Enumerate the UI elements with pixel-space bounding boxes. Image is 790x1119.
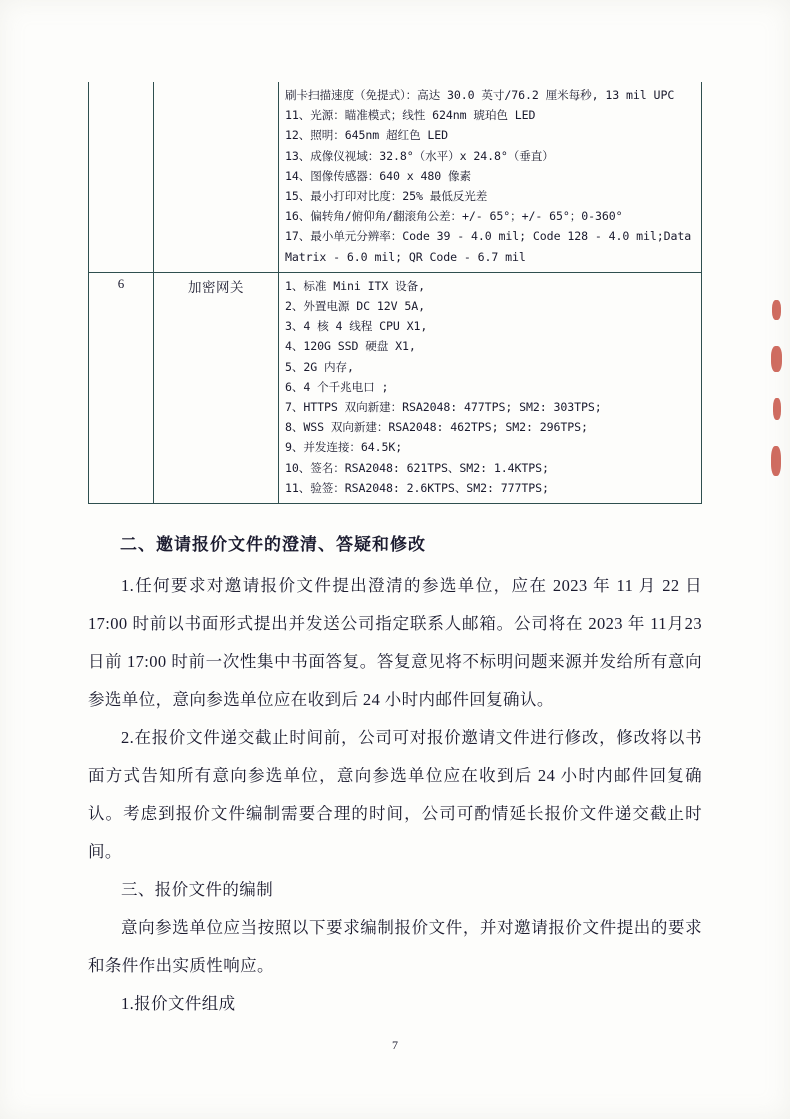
table-row <box>89 82 702 272</box>
table-cell-no: 6 <box>89 272 154 503</box>
spec-line: 11、验签：RSA2048: 2.6KTPS、SM2: 777TPS; <box>285 480 549 495</box>
section-two-paragraph-2: 2.在报价文件递交截止时间前，公司可对报价邀请文件进行修改，修改将以书面方式告知所有意向参选单位，意向参选单位应在收到后 24 小时内邮件回复确认。考虑到报价文件编制需要合理的时间，公司可酌情延长报价文件递交截止时间。 <box>88 728 702 862</box>
section-two-paragraph-1: 1.任何要求对邀请报价文件提出澄清的参选单位，应在 2023 年 11 月 22 日 17:00 时前以书面形式提出并发送公司指定联系人邮箱。公司将在 2023 年 11月23日前 17:00 时前一次性集中书面答复。答复意见将不标明问题来源并发给所有意向参选单位，意向参选单位应在收到后 24 小时内邮件回复确认。 <box>88 576 702 710</box>
specification-table <box>88 82 702 504</box>
page-content <box>88 82 702 1023</box>
spec-line: 10、签名：RSA2048: 621TPS、SM2: 1.4KTPS; <box>285 460 549 475</box>
section-three-sub-heading: 1.报价文件组成 <box>121 994 236 1014</box>
spec-line: 1、标准 Mini ITX 设备, <box>285 278 426 293</box>
table-cell-no <box>89 82 154 272</box>
spec-line: 14、图像传感器：640 x 480 像素 <box>285 168 472 183</box>
section-three-paragraph-1: 意向参选单位应当按照以下要求编制报价文件，并对邀请报价文件提出的要求和条件作出实质性响应。 <box>88 918 702 976</box>
table-row <box>89 272 702 503</box>
table-cell-name: 加密网关 <box>154 272 279 503</box>
spec-line: 11、光源：瞄准模式；线性 624nm 琥珀色 LED <box>285 108 536 123</box>
red-seal-mark <box>770 300 784 630</box>
spec-line: 16、偏转角/俯仰角/翻滚角公差：+/- 65°；+/- 65°；0-360° <box>285 209 623 224</box>
spec-line: 13、成像仪视域：32.8°（水平）x 24.8°（垂直） <box>285 148 554 163</box>
table-cell-name <box>154 82 279 272</box>
spec-line: 15、最小打印对比度：25% 最低反光差 <box>285 189 488 204</box>
spec-line: 12、照明：645nm 超红色 LED <box>285 128 449 143</box>
section-two-heading: 二、邀请报价文件的澄清、答疑和修改 <box>120 535 426 555</box>
spec-line: 9、并发连接：64.5K; <box>285 440 403 455</box>
table-cell-desc-continued <box>279 82 702 272</box>
spec-line: 7、HTTPS 双向新建：RSA2048: 477TPS; SM2: 303TPS; <box>285 400 602 415</box>
section-three-heading: 三、报价文件的编制 <box>121 880 274 900</box>
spec-line: 17、最小单元分辨率：Code 39 - 4.0 mil; Code 128 - 4.0 mil;Data <box>285 229 692 244</box>
spec-line: 2、外置电源 DC 12V 5A, <box>285 299 426 314</box>
spec-line: 4、120G SSD 硬盘 X1, <box>285 339 416 354</box>
spec-line: 6、4 个千兆电口 ; <box>285 379 389 394</box>
spec-line: 刷卡扫描速度（免提式）：高达 30.0 英寸/76.2 厘米每秒, 13 mil UPC <box>285 88 675 102</box>
spec-line: 5、2G 内存, <box>285 359 354 374</box>
spec-line: 8、WSS 双向新建：RSA2048: 462TPS; SM2: 296TPS; <box>285 420 588 435</box>
spec-line: Matrix - 6.0 mil; QR Code - 6.7 mil <box>285 249 526 264</box>
spec-line: 3、4 核 4 线程 CPU X1, <box>285 319 428 334</box>
table-cell-desc <box>279 272 702 503</box>
page-number: 7 <box>392 1038 398 1052</box>
